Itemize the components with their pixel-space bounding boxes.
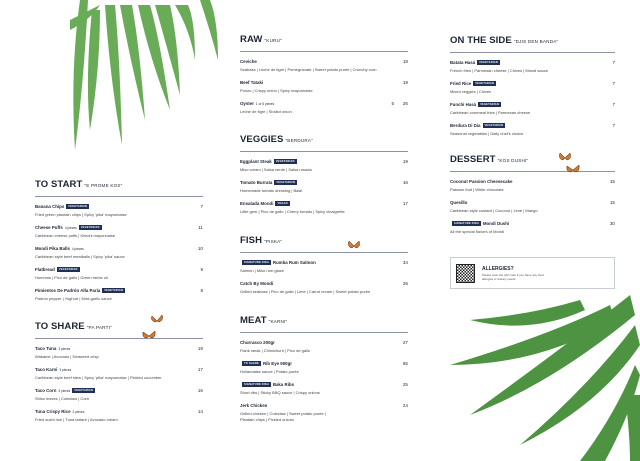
item-price: 26 (402, 281, 408, 286)
item-description-cont: Plantain chips | Pickled onions (240, 416, 294, 422)
item-name-line (240, 80, 408, 85)
butterfly-icon (566, 164, 580, 176)
section-subtitle: "KURU" (264, 38, 282, 43)
menu-item[interactable] (450, 81, 615, 102)
item-name: Coconut Passion Cheesecake (450, 179, 513, 184)
item-badge: VEGETARIAN (275, 160, 295, 163)
item-description: Salmon | Miso rum glaze (240, 267, 284, 273)
item-name-line (35, 367, 203, 372)
item-note: 4 pieces (71, 247, 84, 251)
section-on-the-side (450, 35, 615, 144)
allergies-box (450, 257, 615, 289)
item-name: Cheese Puffs (35, 225, 63, 230)
menu-item[interactable] (450, 200, 615, 221)
item-name-line (35, 267, 203, 272)
menu-item[interactable] (240, 403, 408, 424)
palm-leaf-bottom-decoration (430, 295, 640, 461)
item-name-line (450, 81, 615, 86)
item-price: 7 (612, 81, 615, 86)
item-name: Banana Chips (35, 204, 65, 209)
item-name-line (450, 179, 615, 184)
section-divider (240, 151, 408, 152)
item-name: Taco Corn (35, 388, 57, 393)
item-badge: VEGETARIAN (479, 61, 498, 64)
item-price: 19 (402, 159, 408, 164)
item-price: 26 (402, 101, 408, 106)
item-price: 7 (612, 123, 615, 128)
item-description: Caribbean style custard | Coconut | Lime | Mango (450, 207, 538, 213)
item-badge: TO SHARE (244, 362, 259, 365)
item-description: Grilled seabass | Pico de gallo | Lime | Carrot cream | Sweet potato purée (240, 288, 371, 294)
item-name: Oyster (240, 101, 254, 106)
item-price: 9 (200, 267, 203, 272)
item-name: Jerk Chicken (240, 403, 268, 408)
menu-item[interactable] (240, 201, 408, 222)
item-name-line (450, 102, 615, 107)
item-description: Mixed veggies | Chives (450, 88, 492, 94)
item-name-line (35, 225, 203, 230)
item-name: Mondi Pika Balls (35, 246, 70, 251)
section-subtitle: "BERDURA" (285, 138, 313, 143)
item-name: Mondi Dushi (482, 221, 510, 226)
item-description: Ponzu | Crispy onion | Spicy mayonnaise (240, 87, 313, 93)
section-divider (240, 51, 408, 52)
item-price: 30 (609, 221, 615, 226)
item-name: Baka Ribs (272, 382, 295, 387)
item-description: Seabass | Leche de tigre | Pomegranate | Sweet potato purée | Crunchy corn (240, 66, 377, 72)
section-divider (240, 332, 408, 333)
item-description: Short ribs | Sticky BBQ sauce | Crispy onions (240, 389, 320, 395)
qr-code[interactable] (457, 265, 474, 282)
item-description: Wakame | Avocado | Seaweed crisp (35, 353, 99, 359)
menu-item[interactable] (35, 267, 203, 288)
section-divider (35, 338, 203, 339)
menu-item[interactable] (450, 123, 615, 144)
menu-item[interactable] (240, 382, 408, 403)
menu-item[interactable] (35, 388, 203, 409)
item-name-line (240, 382, 408, 387)
menu-item[interactable] (450, 60, 615, 81)
item-name-line (35, 388, 203, 393)
menu-item[interactable] (35, 346, 203, 367)
item-description: Hummus | Pico de gallo | Green herbs oil (35, 274, 108, 280)
item-description: Caribbean style beef stew | Spicy 'pika' mayonnaise | Pickled cucumber (35, 374, 162, 380)
section-title (240, 235, 408, 246)
menu-item[interactable] (240, 159, 408, 180)
item-price: 16 (402, 180, 408, 185)
item-name: Ceviche (240, 59, 257, 64)
allergies-title: ALLERGIES? (482, 265, 514, 272)
butterfly-icon (150, 315, 164, 327)
item-note: 3 pieces (58, 389, 71, 393)
item-note: 3 pieces (58, 347, 71, 351)
item-name: Tomato Burrata (240, 180, 273, 185)
item-price: 27 (402, 340, 408, 345)
menu-item[interactable] (450, 221, 615, 242)
item-price: 8 (200, 288, 203, 293)
section-title (35, 179, 203, 190)
item-description: Caribbean style beef meatballs | Spicy 'pika' sauce (35, 253, 125, 259)
item-description: Caribbean cornmeal fries | Parmesan cheese (450, 109, 531, 115)
section-title (240, 315, 408, 326)
section-heading: MEAT (240, 315, 267, 326)
item-price: 17 (197, 367, 203, 372)
section-heading: TO START (35, 179, 83, 190)
section-title (240, 34, 408, 45)
item-name: Taco Tuna (35, 346, 57, 351)
item-note: 1 or 6 pieces (255, 102, 275, 106)
menu-item[interactable] (240, 80, 408, 101)
item-name-line (240, 361, 408, 366)
item-badge: SIGNATURE DISH (244, 261, 269, 264)
item-name-line (450, 221, 615, 226)
item-description: Padrón pepper | Yoghurt | Mint-garlic sauce (35, 295, 112, 301)
section-to-share (35, 321, 203, 430)
item-name: Churrasco 200gr (240, 340, 275, 345)
item-price: 65 (402, 361, 408, 366)
butterfly-icon (142, 330, 156, 342)
item-badge: VEGAN (277, 202, 288, 205)
item-name-line (35, 346, 203, 351)
section-heading: ON THE SIDE (450, 35, 512, 46)
item-name: Flatbread (35, 267, 55, 272)
item-badge: VEGETARIAN (484, 124, 504, 127)
item-badge: VEGETARIAN (68, 205, 88, 208)
item-badge: SIGNATURE DISH (244, 383, 269, 386)
item-name-line (240, 201, 408, 206)
item-name-line (35, 204, 203, 209)
item-price: 18 (402, 59, 408, 64)
item-badge: VEGETARIAN (276, 181, 296, 184)
item-price: 25 (402, 382, 408, 387)
item-name-line (240, 403, 408, 408)
section-fish (240, 235, 408, 302)
section-subtitle: "KARNI" (268, 319, 288, 324)
menu-item[interactable] (240, 260, 408, 281)
section-title (240, 134, 408, 145)
item-description: Grilled chicken | Coleslaw | Sweet potato purée | (240, 410, 326, 416)
allergies-desc: Please scan the QR code if you have any food allergies or dietary needs (482, 272, 544, 281)
butterfly-icon (558, 152, 572, 164)
menu-item[interactable] (35, 288, 203, 309)
palm-leaf-top-decoration (70, 0, 230, 180)
item-name-line (450, 60, 615, 65)
item-description: Leche de tigre | Shallot onion (240, 108, 292, 114)
item-badge: SIGNATURE DISH (454, 222, 479, 225)
section-divider (35, 196, 203, 197)
item-name: Fried Rice (450, 81, 472, 86)
menu-item[interactable] (35, 204, 203, 225)
item-name-line (35, 246, 203, 251)
item-name-line (240, 101, 408, 106)
item-name-line (240, 180, 408, 185)
section-heading: TO SHARE (35, 321, 85, 332)
menu-item[interactable] (35, 225, 203, 246)
item-description: French fries | Parmesan cheese | Chives | Mondi sauce (450, 67, 549, 73)
item-badge: VEGETARIAN (58, 268, 78, 271)
item-name-line (450, 200, 615, 205)
item-name: Berdura Di Dia (450, 123, 481, 128)
item-name: Funchi Hasá (450, 102, 477, 107)
item-price: 11 (198, 225, 203, 230)
item-description: Fried green plantain chips | Spicy 'pika' mayonnaise (35, 211, 127, 217)
menu-item[interactable] (240, 361, 408, 382)
item-description: Miso cream | Salsa verde | Salsa rosada (240, 166, 312, 172)
section-divider (450, 171, 615, 172)
item-description: Hollandaise sauce | Potato purée (240, 368, 299, 374)
section-heading: VEGGIES (240, 134, 284, 145)
item-note: 4 pieces (64, 226, 77, 230)
section-veggies (240, 134, 408, 222)
item-price: 10 (197, 246, 203, 251)
item-badge: VEGETARIAN (104, 289, 124, 292)
item-name-line (240, 260, 408, 265)
item-name-line (35, 288, 203, 293)
item-description: All the special flavors of Mondi (450, 228, 505, 234)
item-price: 14 (197, 409, 203, 414)
item-name: Catch By Mondi (240, 281, 274, 286)
menu-item[interactable] (35, 409, 203, 430)
section-divider (450, 52, 615, 53)
section-heading: FISH (240, 235, 263, 246)
butterfly-icon (347, 240, 361, 252)
item-description: Seasonal vegetables | Daily chef's choice (450, 130, 524, 136)
section-subtitle: "PA PARTI" (86, 325, 112, 330)
section-title (450, 154, 615, 165)
item-name: Beef Tataki (240, 80, 264, 85)
section-subtitle: "DJIS DEN BANDA" (513, 39, 559, 44)
menu-item[interactable] (240, 281, 408, 302)
item-name-line (35, 409, 203, 414)
section-dessert (450, 154, 615, 242)
item-name: Quesillo (450, 200, 468, 205)
item-price: 19 (197, 346, 203, 351)
item-price: 7 (612, 60, 615, 65)
item-name: Taco Karni (35, 367, 58, 372)
item-price: 15 (609, 179, 615, 184)
section-heading: RAW (240, 34, 263, 45)
item-note: 3 pieces (59, 368, 72, 372)
item-badge: VEGETARIAN (74, 389, 94, 392)
item-description: Caribbean cheese puffs | Kimchi mayonnaise (35, 232, 116, 238)
item-price: 7 (200, 204, 203, 209)
item-price: 17 (402, 201, 408, 206)
menu-item[interactable] (450, 179, 615, 200)
item-description: Flank steak | Chimichurri | Pico de gallo (240, 347, 311, 353)
item-name: Rib Eye 500gr (262, 361, 293, 366)
menu-item[interactable] (240, 101, 408, 122)
section-meat (240, 315, 408, 424)
section-subtitle: "KOS DUSHI" (497, 158, 529, 163)
menu-item[interactable] (240, 180, 408, 201)
section-divider (240, 252, 408, 253)
section-raw (240, 34, 408, 122)
menu-item[interactable] (450, 102, 615, 123)
menu-item[interactable] (240, 340, 408, 361)
item-name: Batata Hasá (450, 60, 476, 65)
item-badge: VEGETARIAN (80, 226, 100, 229)
item-description: Homemade tomato dressing | Basil (240, 187, 303, 193)
item-description: Shiso leaves | Coleslaw | Corn (35, 395, 90, 401)
item-description: Fried sushi rice | Tuna tartare | Avocado cream (35, 416, 118, 422)
menu-item[interactable] (240, 59, 408, 80)
item-name: Pimientos De Padrón Alla Paria (35, 288, 101, 293)
item-name-line (450, 123, 615, 128)
item-badge: VEGETARIAN (480, 103, 499, 106)
section-heading: DESSERT (450, 154, 496, 165)
menu-item[interactable] (35, 367, 203, 388)
item-price-single: 5 (391, 101, 394, 106)
menu-item[interactable] (35, 246, 203, 267)
item-name: Rumba Rum Salmon (272, 260, 316, 265)
item-description: Little gem | Pico de gallo | Cherry tomato | Spicy vinaigrette (240, 208, 345, 214)
item-name-line (240, 340, 408, 345)
item-price: 7 (612, 102, 615, 107)
item-name-line (240, 281, 408, 286)
item-name: Eggplant Steak (240, 159, 272, 164)
section-to-start (35, 179, 203, 309)
section-subtitle: "PISKA" (264, 239, 283, 244)
item-name: Tuna Crispy Rice (35, 409, 71, 414)
item-price: 16 (197, 388, 203, 393)
item-price: 34 (402, 260, 408, 265)
item-price: 19 (402, 80, 408, 85)
item-description: Passion fruit | White chocolate (450, 186, 504, 192)
item-name-line (240, 59, 408, 64)
item-name-line (240, 159, 408, 164)
item-note: 3 pieces (72, 410, 85, 414)
item-badge: VEGETARIAN (475, 82, 495, 85)
section-title (450, 35, 615, 46)
section-subtitle: "E PROME KOS" (84, 183, 123, 188)
item-price: 15 (609, 200, 615, 205)
item-name: Ensalada Mondi (240, 201, 274, 206)
section-title (35, 321, 203, 332)
item-price: 24 (402, 403, 408, 408)
